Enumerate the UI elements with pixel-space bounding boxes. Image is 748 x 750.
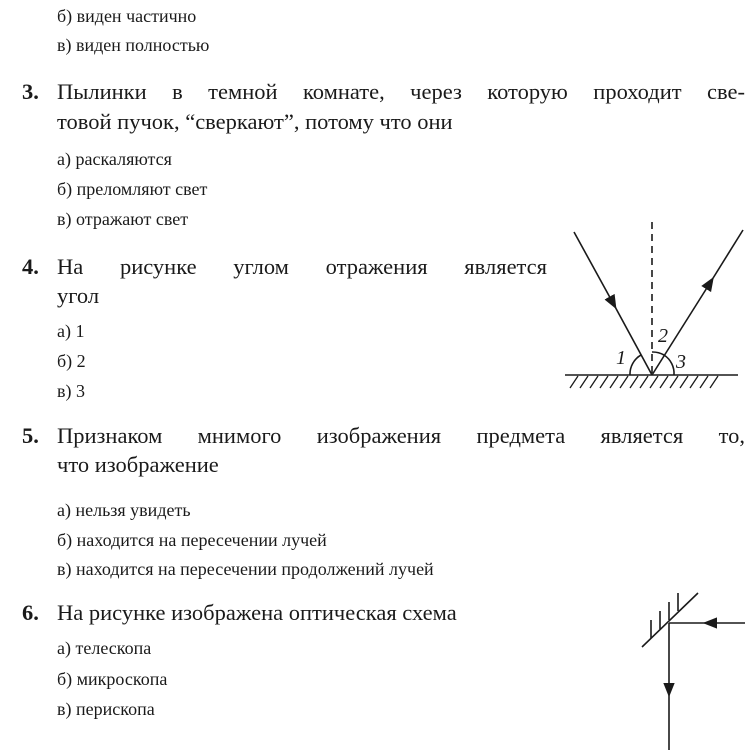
- question-3-text-line2: товой пучок, “сверкают”, потому что они: [57, 109, 453, 134]
- question-5-option-a: а) нельзя увидеть: [57, 500, 191, 520]
- question-5-text-line2: что изображение: [57, 452, 219, 477]
- angle-2-arc: [652, 352, 664, 355]
- question-6-option-a: а) телескопа: [57, 638, 152, 658]
- periscope-diagram: [642, 593, 745, 750]
- question-5-option-c: в) находится на пересечении продолжений лучей: [57, 559, 434, 579]
- question-6-number: 6.: [22, 600, 39, 625]
- question-3-option-c: в) отражают свет: [57, 209, 189, 229]
- question-6-option-b: б) микроскопа: [57, 669, 168, 689]
- angle-label-3: 3: [676, 351, 686, 373]
- question-5-option-b: б) находится на пересечении лучей: [57, 530, 327, 550]
- question-4-option-a: а) 1: [57, 321, 85, 341]
- angle-label-2: 2: [658, 325, 668, 347]
- question-3-option-a: а) раскаляются: [57, 149, 172, 169]
- angle-1-arc: [630, 355, 641, 375]
- angle-3-arc: [664, 355, 674, 375]
- question-5-text-line1: Признаком мнимого изображения предмета является то,: [57, 423, 745, 448]
- question-6-option-c: в) перископа: [57, 699, 155, 719]
- incident-ray: [574, 232, 613, 303]
- prev-option-b: б) виден частично: [57, 6, 197, 26]
- question-4-number: 4.: [22, 254, 39, 279]
- question-3-number: 3.: [22, 79, 39, 104]
- question-4-option-b: б) 2: [57, 351, 86, 371]
- question-4-option-c: в) 3: [57, 381, 85, 401]
- question-3-option-b: б) преломляют свет: [57, 179, 208, 199]
- angle-label-1: 1: [616, 347, 626, 369]
- question-4-text-line1: На рисунке углом отражения является: [57, 254, 547, 279]
- prev-option-c: в) виден полностью: [57, 35, 210, 55]
- question-3-text-line1: Пылинки в темной комнате, через которую проходит све-: [57, 79, 745, 104]
- question-5-number: 5.: [22, 423, 39, 448]
- question-4-text-line2: угол: [57, 283, 100, 308]
- question-6-text: На рисунке изображена оптическая схема: [57, 600, 457, 625]
- mirror-hatching: [570, 376, 718, 388]
